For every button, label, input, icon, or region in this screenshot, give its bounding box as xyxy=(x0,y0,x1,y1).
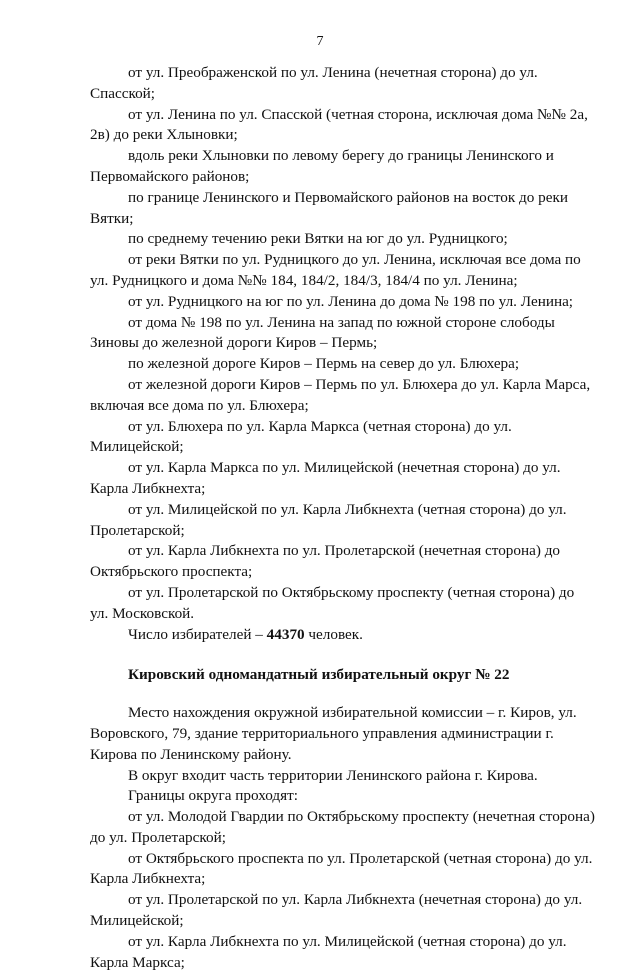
document-body xyxy=(90,63,596,973)
border-paragraph: от ул. Преображенской по ул. Ленина (нечетная сторона) до ул. Спасской; xyxy=(90,64,538,102)
border-paragraph: от ул. Карла Маркса по ул. Милицейской (нечетная сторона) до ул. Карла Либкнехта; xyxy=(90,459,561,497)
border-paragraph: от ул. Рудницкого на юг по ул. Ленина до дома № 198 по ул. Ленина; xyxy=(128,292,574,310)
border-paragraph: от ул. Милицейской по ул. Карла Либкнехта (четная сторона) до ул. Пролетарской; xyxy=(90,500,567,539)
borders-intro: Границы округа проходят: xyxy=(128,787,298,805)
border-paragraph: от дома № 198 по ул. Ленина на запад по южной стороне слободы Зиновы до железной дороги Киров – Пермь; xyxy=(90,313,555,352)
voters-label: Число избирателей – xyxy=(128,625,267,643)
border-paragraph: от ул. Пролетарской по ул. Карла Либкнехта (нечетная сторона) до ул. Милицейской; xyxy=(90,891,583,930)
border-paragraph: от ул. Карла Либкнехта по ул. Милицейской (четная сторона) до ул. Карла Маркса; xyxy=(90,932,567,971)
border-paragraph: от ул. Карла Либкнехта по ул. Пролетарской (нечетная сторона) до Октябрьского проспекта; xyxy=(90,542,561,581)
district-heading: Кировский одномандатный избирательный округ № 22 xyxy=(128,666,510,684)
border-paragraph: по границе Ленинского и Первомайского районов на восток до реки Вятки; xyxy=(90,188,569,227)
border-paragraph: по железной дороге Киров – Пермь на север до ул. Блюхера; xyxy=(128,355,520,373)
border-paragraph: от ул. Пролетарской по Октябрьскому проспекту (четная сторона) до ул. Московской. xyxy=(90,583,575,622)
border-paragraph: по среднему течению реки Вятки на юг до ул. Рудницкого; xyxy=(128,230,508,248)
border-paragraph: от ул. Молодой Гвардии по Октябрьскому проспекту (нечетная сторона) до ул. Пролетарской; xyxy=(90,808,595,846)
page-number: 7 xyxy=(316,34,324,49)
voters-value: 44370 xyxy=(266,625,305,643)
commission-location: Место нахождения окружной избирательной комиссии – г. Киров, ул. Воровского, 79, здание территориального управления администрации г. Кирова по Ленинскому району. xyxy=(90,704,577,763)
district-territory: В округ входит часть территории Ленинского района г. Кирова. xyxy=(128,766,538,784)
voters-count xyxy=(90,625,596,646)
border-paragraph: вдоль реки Хлыновки по левому берегу до границы Ленинского и Первомайского районов; xyxy=(90,147,554,185)
border-paragraph: от реки Вятки по ул. Рудницкого до ул. Ленина, исключая все дома по ул. Рудницкого и дома №№ 184, 184/2, 184/3, 184/4 по ул. Ленина; xyxy=(90,251,581,289)
voters-suffix: человек. xyxy=(304,625,363,643)
border-paragraph: от ул. Блюхера по ул. Карла Маркса (четная сторона) до ул. Милицейской; xyxy=(90,417,512,456)
border-paragraph: от Октябрьского проспекта по ул. Пролетарской (четная сторона) до ул. Карла Либкнехта; xyxy=(90,849,593,888)
border-paragraph: от ул. Ленина по ул. Спасской (четная сторона, исключая дома №№ 2а, 2в) до реки Хлыновки; xyxy=(90,105,588,144)
border-paragraph: от железной дороги Киров – Пермь по ул. Блюхера до ул. Карла Марса, включая все дома по ул. Блюхера; xyxy=(90,375,591,414)
